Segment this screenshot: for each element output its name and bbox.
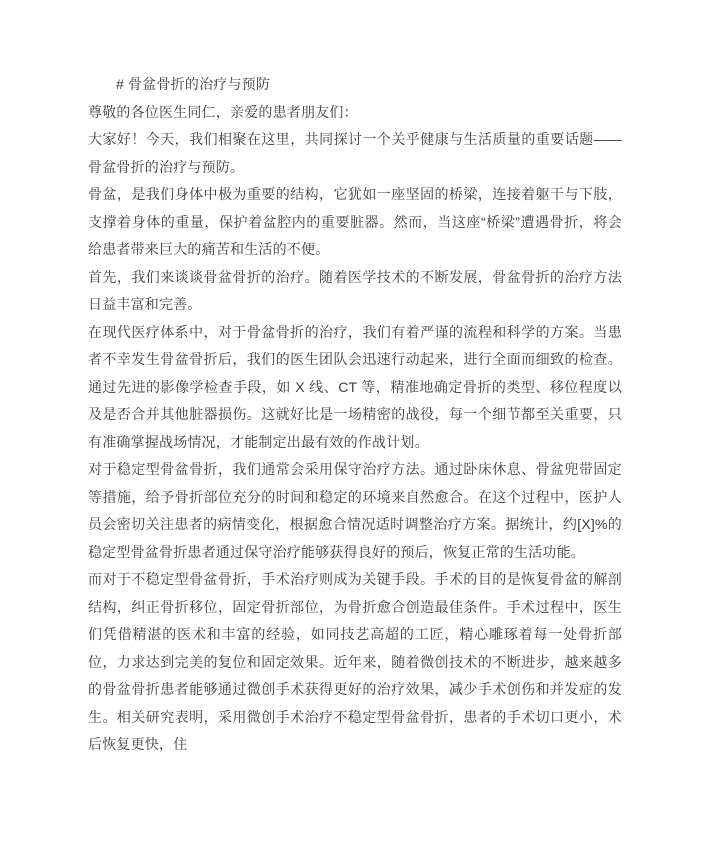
- paragraph-intro: 大家好！今天，我们相聚在这里，共同探讨一个关乎健康与生活质量的重要话题——骨盆骨折的治疗与预防。: [88, 131, 622, 175]
- document-content: [88, 71, 622, 759]
- paragraph-conservative-treatment: 对于稳定型骨盆骨折，我们通常会采用保守治疗方法。通过卧床休息、骨盆兜带固定等措施，给予骨折部位充分的时间和稳定的环境来自然愈合。在这个过程中，医护人员会密切关注患者的病情变化，根据愈合情况适时调整治疗方案。据统计，约[X]%的稳定型骨盆骨折患者通过保守治疗能够获得良好的预后，恢复正常的生活功能。: [88, 461, 622, 560]
- document-heading: # 骨盆骨折的治疗与预防: [116, 76, 271, 92]
- paragraph-salutation: 尊敬的各位医生同仁，亲爱的患者朋友们：: [88, 103, 358, 120]
- paragraph-treatment-overview: 首先，我们来谈谈骨盆骨折的治疗。随着医学技术的不断发展，骨盆骨折的治疗方法日益丰富和完善。: [88, 268, 622, 312]
- paragraph-diagnosis-process: 在现代医疗体系中，对于骨盆骨折的治疗，我们有着严谨的流程和科学的方案。当患者不幸发生骨盆骨折后，我们的医生团队会迅速行动起来，进行全面而细致的检查。通过先进的影像学检查手段，如 X 线、CT 等，精准地确定骨折的类型、移位程度以及是否合并其他脏器损伤。这就好比是一场精密的战役，每一个细节都至关重要，只有准确掌握战场情况，才能制定出最有效的作战计划。: [88, 323, 622, 450]
- paragraph-surgical-treatment: 而对于不稳定型骨盆骨折，手术治疗则成为关键手段。手术的目的是恢复骨盆的解剖结构，纠正骨折移位，固定骨折部位，为骨折愈合创造最佳条件。手术过程中，医生们凭借精湛的医术和丰富的经验，如同技艺高超的工匠，精心雕琢着每一处骨折部位，力求达到完美的复位和固定效果。近年来，随着微创技术的不断进步，越来越多的骨盆骨折患者能够通过微创手术获得更好的治疗效果，减少手术创伤和并发症的发生。相关研究表明，采用微创手术治疗不稳定型骨盆骨折，患者的手术切口更小，术后恢复更快，住: [88, 571, 622, 752]
- paragraph-pelvis-description: 骨盆，是我们身体中极为重要的结构，它犹如一座坚固的桥梁，连接着躯干与下肢，支撑着身体的重量，保护着盆腔内的重要脏器。然而，当这座“桥梁”遭遇骨折，将会给患者带来巨大的痛苦和生活的不便。: [88, 186, 622, 257]
